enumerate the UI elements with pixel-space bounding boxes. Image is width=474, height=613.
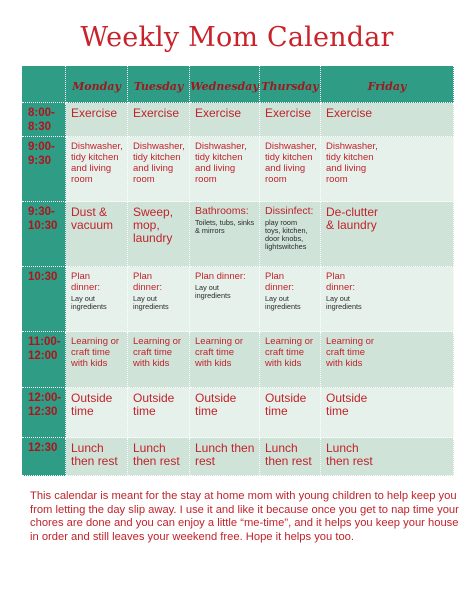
calendar-cell-thursday <box>260 137 321 202</box>
day-header-thursday: Thursday <box>260 66 321 103</box>
calendar-row <box>22 267 454 331</box>
task-text: Plan dinner: <box>195 271 246 283</box>
calendar-cell-thursday <box>260 388 321 438</box>
calendar-cell-monday <box>66 438 128 476</box>
calendar-cell-wednesday <box>190 438 260 476</box>
calendar-cell-tuesday <box>128 332 190 388</box>
calendar-cell-tuesday <box>128 438 190 476</box>
task-text: Plan dinner: <box>265 271 295 294</box>
calendar-cell-friday <box>321 267 454 331</box>
task-note: Toilets, tubs, sinks & mirrors <box>195 217 255 235</box>
calendar-cell-monday <box>66 137 128 202</box>
calendar-cell-friday <box>321 438 454 476</box>
task-note: Lay out ingredients <box>133 294 169 312</box>
task-text: Lunch then rest <box>133 440 180 468</box>
calendar-cell-friday <box>321 103 454 136</box>
calendar-cell-thursday <box>260 332 321 388</box>
task-text: Dishwasher, tidy kitchen and living room <box>71 140 123 185</box>
time-slot-label: 9:00- 9:30 <box>22 137 66 202</box>
calendar-cell-wednesday <box>190 332 260 388</box>
task-text: Dishwasher, tidy kitchen and living room <box>133 140 185 185</box>
calendar-cell-friday <box>321 202 454 267</box>
task-text: Exercise <box>265 106 312 121</box>
calendar-row <box>22 388 454 438</box>
task-note: Lay out ingredients <box>195 283 231 301</box>
task-text: Outside time <box>326 390 368 418</box>
task-text: Learning or craft time with kids <box>265 335 314 369</box>
task-note: Lay out ingredients <box>71 294 107 312</box>
task-text: Plan dinner: <box>71 271 101 294</box>
task-text: De-clutter & laundry <box>326 204 379 232</box>
weekly-calendar-table <box>22 66 454 476</box>
task-text: Exercise <box>133 106 180 121</box>
task-text: Learning or craft time with kids <box>326 335 375 369</box>
calendar-cell-tuesday <box>128 202 190 267</box>
calendar-cell-wednesday <box>190 267 260 331</box>
calendar-cell-monday <box>66 267 128 331</box>
task-text: Lunch then rest <box>265 440 312 468</box>
time-slot-label: 11:00- 12:00 <box>22 332 66 388</box>
footer-note: This calendar is meant for the stay at home mom with young children to help keep you from letting the day slip away. I use it and like it because once you get to nap time your chores are done and you can enjoy a little “me-time”, and it helps you keep your house in order and still leaves your weekend free. Hope it helps you too. <box>30 490 459 543</box>
task-text: Plan dinner: <box>326 271 356 294</box>
calendar-row <box>22 438 454 476</box>
task-text: Dishwasher, tidy kitchen and living room <box>195 140 247 185</box>
task-text: Outside time <box>265 390 307 418</box>
calendar-row <box>22 332 454 388</box>
calendar-cell-monday <box>66 332 128 388</box>
task-text: Plan dinner: <box>133 271 163 294</box>
time-slot-label: 12:00- 12:30 <box>22 388 66 438</box>
time-slot-label: 12:30 <box>22 438 66 476</box>
calendar-cell-friday <box>321 388 454 438</box>
task-text: Dishwasher, tidy kitchen and living room <box>265 140 317 185</box>
calendar-cell-thursday <box>260 438 321 476</box>
task-text: Outside time <box>195 390 237 418</box>
task-text: Exercise <box>71 106 118 121</box>
calendar-cell-tuesday <box>128 137 190 202</box>
calendar-cell-wednesday <box>190 103 260 136</box>
calendar-cell-monday <box>66 388 128 438</box>
task-note: Lay out ingredients <box>326 294 362 312</box>
task-note: play room toys, kitchen, door knobs, lightswitches <box>265 217 308 251</box>
calendar-cell-friday <box>321 332 454 388</box>
calendar-cell-thursday <box>260 103 321 136</box>
task-note: Lay out ingredients <box>265 294 301 312</box>
calendar-cell-monday <box>66 103 128 136</box>
task-text: Outside time <box>133 390 175 418</box>
task-text: Exercise <box>326 106 373 121</box>
calendar-cell-wednesday <box>190 388 260 438</box>
calendar-cell-thursday <box>260 267 321 331</box>
time-slot-label: 8:00- 8:30 <box>22 103 66 136</box>
calendar-cell-wednesday <box>190 137 260 202</box>
task-text: Outside time <box>71 390 113 418</box>
day-header-row <box>22 66 454 103</box>
task-text: Lunch then rest <box>326 440 373 468</box>
calendar-row <box>22 103 454 136</box>
calendar-cell-wednesday <box>190 202 260 267</box>
task-text: Lunch then rest <box>195 440 255 468</box>
calendar-cell-tuesday <box>128 388 190 438</box>
task-text: Bathrooms: <box>195 204 249 217</box>
task-text: Learning or craft time with kids <box>133 335 182 369</box>
task-text: Dissinfect: <box>265 204 314 217</box>
corner-cell <box>22 66 66 103</box>
task-text: Learning or craft time with kids <box>71 335 120 369</box>
time-slot-label: 10:30 <box>22 267 66 331</box>
calendar-cell-thursday <box>260 202 321 267</box>
day-header-monday: Monday <box>66 66 128 103</box>
time-slot-label: 9:30- 10:30 <box>22 202 66 267</box>
page-title: Weekly Mom Calendar <box>80 22 394 53</box>
day-header-wednesday: Wednesday <box>190 66 260 103</box>
task-text: Learning or craft time with kids <box>195 335 244 369</box>
task-text: Dishwasher, tidy kitchen and living room <box>326 140 378 185</box>
day-header-friday: Friday <box>321 66 454 103</box>
calendar-cell-friday <box>321 137 454 202</box>
calendar-row <box>22 202 454 267</box>
calendar-row <box>22 137 454 202</box>
task-text: Sweep, mop, laundry <box>133 204 174 245</box>
task-text: Lunch then rest <box>71 440 118 468</box>
day-header-tuesday: Tuesday <box>128 66 190 103</box>
calendar-cell-monday <box>66 202 128 267</box>
task-text: Dust & vacuum <box>71 204 114 232</box>
calendar-cell-tuesday <box>128 267 190 331</box>
calendar-cell-tuesday <box>128 103 190 136</box>
task-text: Exercise <box>195 106 242 121</box>
